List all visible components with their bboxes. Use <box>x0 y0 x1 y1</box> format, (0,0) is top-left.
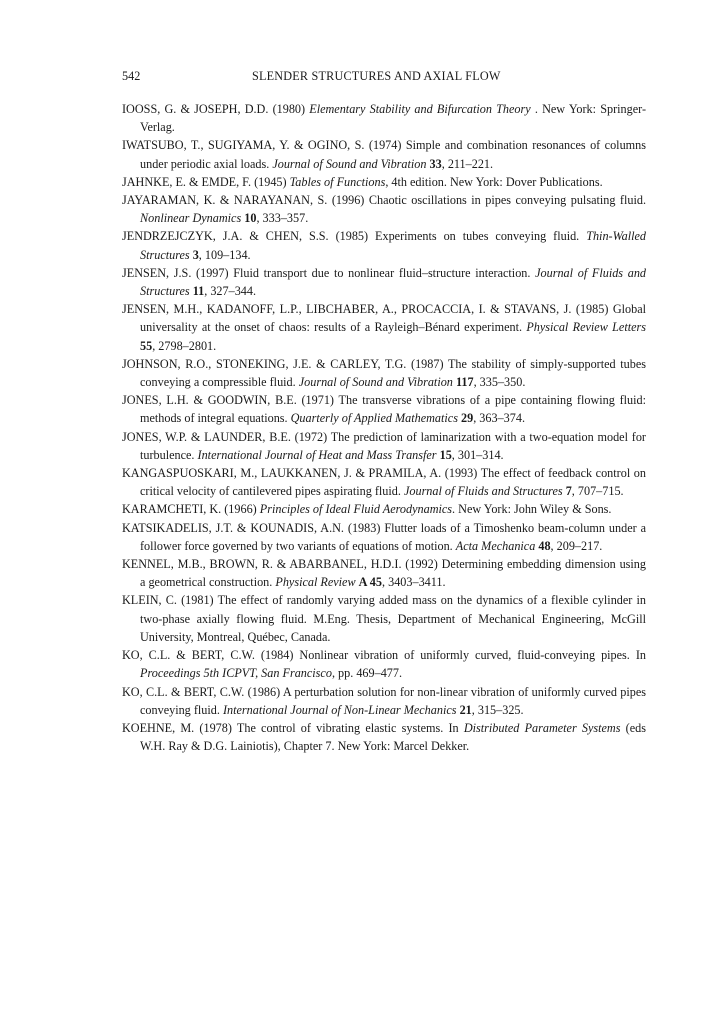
reference-entry: JENSEN, M.H., KADANOFF, L.P., LIBCHABER, A., PROCACCIA, I. & STAVANS, J. (1985) Global universality at the onset of chaos: results of a Rayleigh–Bénard experiment. Physical Review Letters 55, 2798–2801. <box>122 302 646 353</box>
reference-entry: KENNEL, M.B., BROWN, R. & ABARBANEL, H.D.I. (1992) Determining embedding dimension using a geometrical construction. Physical Review A 45, 3403–3411. <box>122 557 646 590</box>
reference-entry: JOHNSON, R.O., STONEKING, J.E. & CARLEY, T.G. (1987) The stability of simply-supported tubes conveying a compressible fluid. Journal of Sound and Vibration 117, 335–350. <box>122 356 646 390</box>
page-header <box>122 67 647 85</box>
reference-entry: JAHNKE, E. & EMDE, F. (1945) Tables of Functions, 4th edition. New York: Dover Publications. <box>122 174 603 189</box>
reference-list <box>122 100 646 755</box>
reference-entry: KLEIN, C. (1981) The effect of randomly varying added mass on the dynamics of a flexible cylinder in two-phase axially flowing fluid. M.Eng. Thesis, Department of Mechanical Engineering, McGill University, Montreal, Québec, Canada. <box>122 593 647 644</box>
reference-entry: KOEHNE, M. (1978) The control of vibrating elastic systems. In Distributed Parameter Systems (eds W.H. Ray & D.G. Lainiotis), Chapter 7. New York: Marcel Dekker. <box>122 720 646 754</box>
reference-entry: IWATSUBO, T., SUGIYAMA, Y. & OGINO, S. (1974) Simple and combination resonances of columns under periodic axial loads. Journal of Sound and Vibration 33, 211–221. <box>122 138 646 171</box>
reference-entry: KANGASPUOSKARI, M., LAUKKANEN, J. & PRAMILA, A. (1993) The effect of feedback control on critical velocity of cantilevered pipes aspirating fluid. Journal of Fluids and Structures 7, 707–715. <box>122 466 646 499</box>
reference-entry: KATSIKADELIS, J.T. & KOUNADIS, A.N. (1983) Flutter loads of a Timoshenko beam-column under a follower force governed by two variants of equations of motion. Acta Mechanica 48, 209–217. <box>122 520 646 553</box>
reference-entry: JONES, L.H. & GOODWIN, B.E. (1971) The transverse vibrations of a pipe containing flowing fluid: methods of integral equations. Quarterly of Applied Mathematics 29, 363–374. <box>122 393 646 426</box>
reference-entry: JONES, W.P. & LAUNDER, B.E. (1972) The prediction of laminarization with a two-equation model for turbulence. International Journal of Heat and Mass Transfer 15, 301–314. <box>122 429 646 462</box>
reference-entry: JENDRZEJCZYK, J.A. & CHEN, S.S. (1985) Experiments on tubes conveying fluid. Thin-Walled Structures 3, 109–134. <box>122 229 646 262</box>
reference-entry: KO, C.L. & BERT, C.W. (1986) A perturbation solution for non-linear vibration of uniformly curved pipes conveying fluid. International Journal of Non-Linear Mechanics 21, 315–325. <box>122 684 647 717</box>
reference-entry: JAYARAMAN, K. & NARAYANAN, S. (1996) Chaotic oscillations in pipes conveying pulsating fluid. Nonlinear Dynamics 10, 333–357. <box>122 193 646 226</box>
running-title: SLENDER STRUCTURES AND AXIAL FLOW <box>252 69 501 83</box>
page-number: 542 <box>122 69 141 83</box>
reference-entry: KO, C.L. & BERT, C.W. (1984) Nonlinear vibration of uniformly curved, fluid-conveying pipes. In Proceedings 5th ICPVT, San Francisco, pp. 469–477. <box>122 648 646 681</box>
reference-entry: JENSEN, J.S. (1997) Fluid transport due to nonlinear fluid–structure interaction. Journal of Fluids and Structures 11, 327–344. <box>122 265 647 299</box>
reference-entry: KARAMCHETI, K. (1966) Principles of Ideal Fluid Aerodynamics. New York: John Wiley & Sons. <box>122 502 612 517</box>
reference-entry: IOOSS, G. & JOSEPH, D.D. (1980) Elementary Stability and Bifurcation Theory . New York: Springer-Verlag. <box>122 102 647 135</box>
